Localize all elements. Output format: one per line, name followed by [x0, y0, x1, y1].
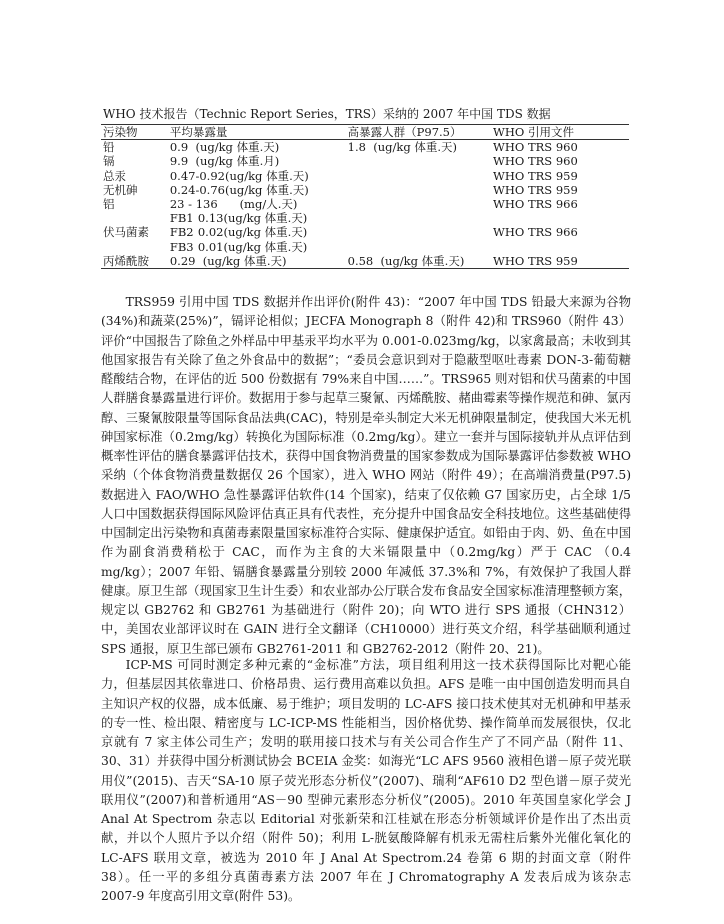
cell-high — [346, 169, 491, 183]
cell-average: 0.29 (ug/kg 体重.天) — [169, 253, 287, 268]
table-row — [101, 197, 629, 211]
cell-pollutant — [101, 211, 168, 225]
cell-pollutant: 丙烯酰胺 — [103, 253, 149, 268]
cell-reference: WHO TRS 960 — [493, 140, 578, 155]
body-section-1 — [101, 293, 631, 659]
cell-reference — [491, 211, 629, 225]
tds-data-table — [101, 124, 629, 269]
body-section-2 — [101, 656, 631, 906]
cell-reference: WHO TRS 959 — [493, 253, 578, 268]
cell-pollutant: 无机砷 — [103, 182, 138, 197]
cell-high: 1.8 (ug/kg 体重.天) — [347, 140, 457, 155]
cell-pollutant: 铅 — [103, 140, 115, 155]
table-caption: WHO 技术报告（Technic Report Series，TRS）采纳的 2007 年中国 TDS 数据 — [103, 107, 551, 121]
cell-high — [346, 211, 491, 225]
cell-average: 9.9 (ug/kg 体重.月) — [169, 154, 280, 169]
table-row — [101, 169, 629, 183]
cell-average-value: 0.01(ug/kg 体重.天) — [197, 239, 308, 254]
cell-reference: WHO TRS 959 — [493, 182, 578, 197]
cell-pollutant: 镉 — [103, 154, 115, 169]
cell-reference — [491, 240, 629, 254]
cell-average: 0.47-0.92(ug/kg 体重.天) — [169, 168, 309, 183]
header-who-reference: WHO 引用文件 — [493, 125, 574, 139]
table-row — [101, 140, 629, 155]
table-row — [101, 183, 629, 197]
table-row — [101, 254, 629, 269]
cell-pollutant: 总汞 — [103, 168, 126, 183]
cell-high — [346, 183, 491, 197]
cell-average — [168, 240, 346, 254]
cell-high — [346, 240, 491, 254]
cell-pollutant — [101, 240, 168, 254]
cell-average-value: 0.02(ug/kg 体重.天) — [197, 225, 308, 240]
table-row — [101, 225, 629, 239]
cell-reference: WHO TRS 959 — [493, 168, 578, 183]
table-row — [101, 211, 629, 225]
fumonisin-subtype: FB1 — [169, 211, 194, 226]
cell-average — [168, 211, 346, 225]
cell-average — [168, 225, 346, 239]
cell-reference: WHO TRS 960 — [493, 154, 578, 169]
cell-high — [346, 197, 491, 211]
table-row — [101, 154, 629, 168]
table-header-row — [101, 125, 629, 140]
cell-average: 0.24-0.76(ug/kg 体重.天) — [169, 182, 309, 197]
header-pollutant: 污染物 — [103, 125, 138, 139]
cell-average-value: 0.13(ug/kg 体重.天) — [197, 211, 308, 226]
cell-reference: WHO TRS 966 — [493, 197, 578, 212]
cell-high — [346, 225, 491, 239]
cell-average: 0.9 (ug/kg 体重.天) — [169, 140, 280, 155]
cell-reference: WHO TRS 966 — [493, 225, 578, 240]
header-high-exposure: 高暴露人群（P97.5） — [347, 125, 462, 139]
cell-high — [346, 154, 491, 168]
paragraph-tds-evaluation: TRS959 引用中国 TDS 数据并作出评价(附件 43)：“2007 年中国 TDS 铅最大来源为谷物(34%)和蔬菜(25%)”，镉评论相似；JECFA Monograph 8（附件 42)和 TRS960（附件 43） 评价“中国报告了除鱼之外样品中甲基汞平均水平为 0.001-0.023mg/kg，以家禽最高；未收到其他国家报告有关除了鱼之外食品中的数据”；“委员会意识到对于隐蔽型呕吐毒素 DON-3-葡萄糖醛酸结合物，在评估的近 500 份数据有 79%来自中国……”。TRS965 则对铝和伏马菌素的中国人群膳食暴露量进行评价。数据用于参与起草三聚氰、丙烯酰胺、赭曲霉素等操作规范和砷、氯丙醇、三聚氰胺限量等国际食品法典(CAC)，特别是牵头制定大米无机砷限量制定，使我国大米无机砷国家标准（0.2mg/kg）转换化为国际标准（0.2mg/kg）。建立一套并与国际接轨并从点评估到概率性评估的膳食暴露评估技术，获得中国食物消费量的国家参数成为国际暴露评估参数被 WHO 采纳（个体食物消费量数据仅 26 个国家），进入 WHO 网站（附件 49）；在高端消费量(P97.5)数据进入 FAO/WHO 急性暴露评估软件(14 个国家)，结束了仅依赖 G7 国家历史，占全球 1/5 人口中国数据获得国际风险评估真正具有代表性，充分提升中国食品安全科技地位。这些基础使得中国制定出污染物和真菌毒素限量国家标准符合实际、健康保护适宜。如铅由于肉、奶、鱼在中国作为副食消费稍松于 CAC，而作为主食的大米镉限量中（0.2mg/kg）严于 CAC （0.4 mg/kg）；2007 年铅、镉膳食暴露量分别较 2000 年减低 37.3%和 7%，有效保护了我国人群健康。原卫生部（现国家卫生计生委）和农业部办公厅联合发布食品安全国家标准清理整顿方案，规定以 GB2762 和 GB2761 为基础进行（附件 20)；向 WTO 进行 SPS 通报（CHN312）中，美国农业部评议时在 GAIN 进行全文翻译（CH10000）进行英文介绍，科学基础顺利通过 SPS 通报，原卫生部已颁布 GB2761-2011 和 GB2762-2012（附件 20、21)。 — [101, 295, 631, 656]
fumonisin-subtype: FB3 — [169, 239, 194, 254]
cell-pollutant: 铝 — [103, 197, 115, 212]
table-row — [101, 240, 629, 254]
cell-high: 0.58 (ug/kg 体重.天) — [347, 253, 465, 268]
cell-average: 23 - 136 (mg/人.天) — [169, 197, 298, 212]
fumonisin-subtype: FB2 — [169, 225, 194, 240]
cell-pollutant: 伏马菌素 — [103, 225, 149, 240]
paragraph-icp-ms-afs: ICP-MS 可同时测定多种元素的“金标准”方法，项目组利用这一技术获得国际比对靶心能力，但基层因其依靠进口、价格昂贵、运行费用高难以负担。AFS 是唯一由中国创造发明而具自主知识产权的仪器，成本低廉、易于维护；项目发明的 LC-AFS 接口技术使其对无机砷和甲基汞的专一性、检出限、精密度与 LC-ICP-MS 性能相当，因价格优势、操作简单而发展很快，仅北京就有 7 家主体公司生产；发明的联用接口技术与有关公司合作生产了不同产品（附件 11、30、31）并获得中国分析测试协会 BCEIA 金奖：如海光“LC AFS 9560 液相色谱－原子荧光联用仪”(2015)、吉天“SA-10 原子荧光形态分析仪”(2007)、瑞利“AF610 D2 型色谱－原子荧光联用仪”(2007)和普析通用“AS－90 型砷元素形态分析仪”(2005)。2010 年英国皇家化学会 J Anal At Spectrom 杂志以 Editorial 对张新荣和江桂斌在形态分析领域评价是作出了杰出贡献，并以个人照片予以介绍（附件 50)；利用 L-胱氨酸降解有机汞无需柱后紫外光催化氧化的 LC-AFS 联用文章，被选为 2010 年 J Anal At Spectrom.24 卷第 6 期的封面文章（附件 38）。任一平的多组分真菌毒素方法 2007 年在 J Chromatography A 发表后成为该杂志 2007-9 年度高引用文章(附件 53)。 — [101, 658, 631, 903]
header-average-exposure: 平均暴露量 — [169, 125, 228, 139]
